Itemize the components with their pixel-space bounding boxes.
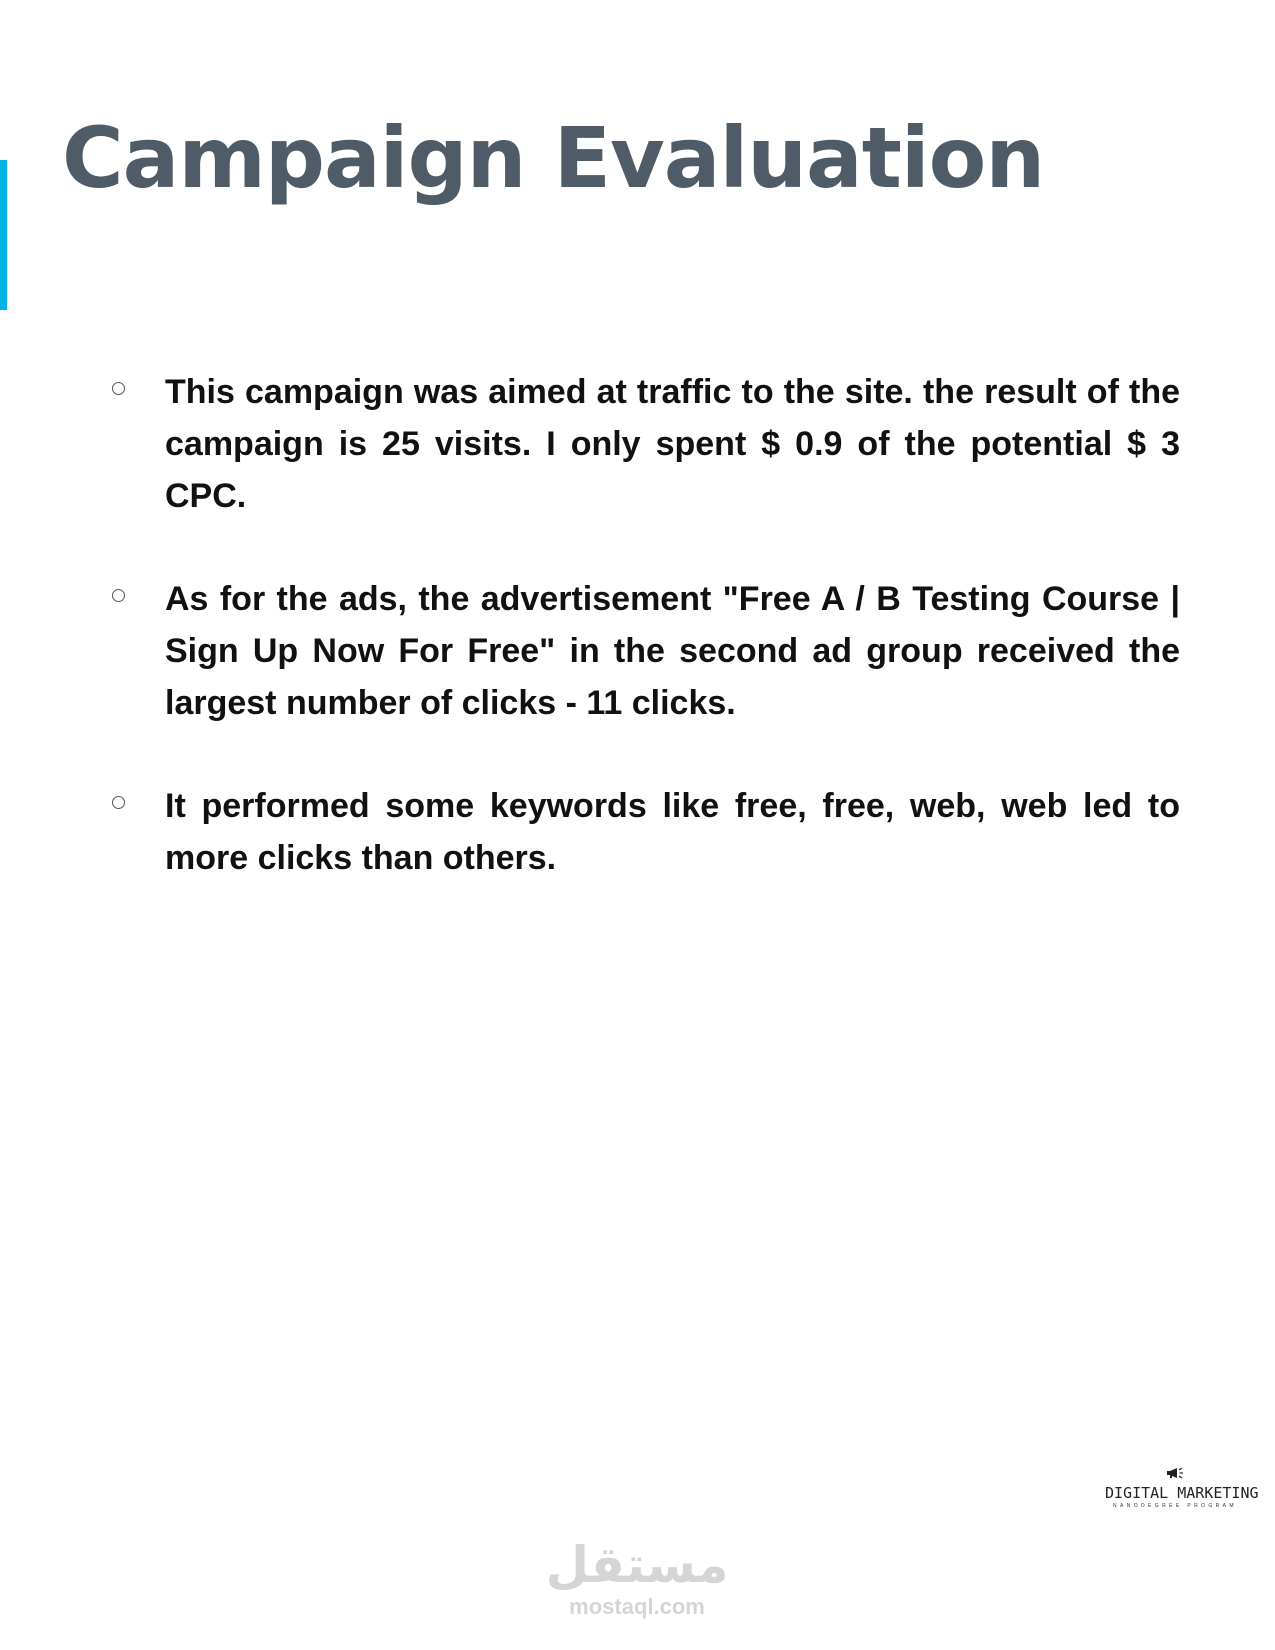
logo-tagline: NANODEGREE PROGRAM bbox=[1113, 1503, 1237, 1509]
accent-bar bbox=[0, 160, 7, 310]
list-item bbox=[108, 366, 1180, 522]
hollow-circle-bullet-icon bbox=[112, 589, 125, 602]
watermark bbox=[537, 1535, 737, 1619]
bullet-text: As for the ads, the advertisement "Free A / B Testing Course | Sign Up Now For Free" in the second ad group received the largest number of clicks - 11 clicks. bbox=[165, 580, 1180, 722]
list-item bbox=[108, 573, 1180, 729]
hollow-circle-bullet-icon bbox=[112, 796, 125, 809]
watermark-url: mostaql.com bbox=[569, 1594, 705, 1619]
bullet-text: It performed some keywords like free, free, web, web led to more clicks than others. bbox=[165, 787, 1180, 877]
logo-name: DIGITAL MARKETING bbox=[1105, 1484, 1259, 1502]
megaphone-icon bbox=[1165, 1466, 1185, 1480]
digital-marketing-logo bbox=[1105, 1466, 1259, 1510]
hollow-circle-bullet-icon bbox=[112, 382, 125, 395]
bullet-text: This campaign was aimed at traffic to the site. the result of the campaign is 25 visits. I only spent $ 0.9 of the potential $ 3 CPC. bbox=[165, 373, 1180, 515]
list-item bbox=[108, 780, 1180, 884]
page-title: Campaign Evaluation bbox=[62, 109, 1045, 207]
watermark-arabic: مستقل bbox=[545, 1536, 729, 1594]
bullet-list bbox=[108, 366, 1180, 935]
